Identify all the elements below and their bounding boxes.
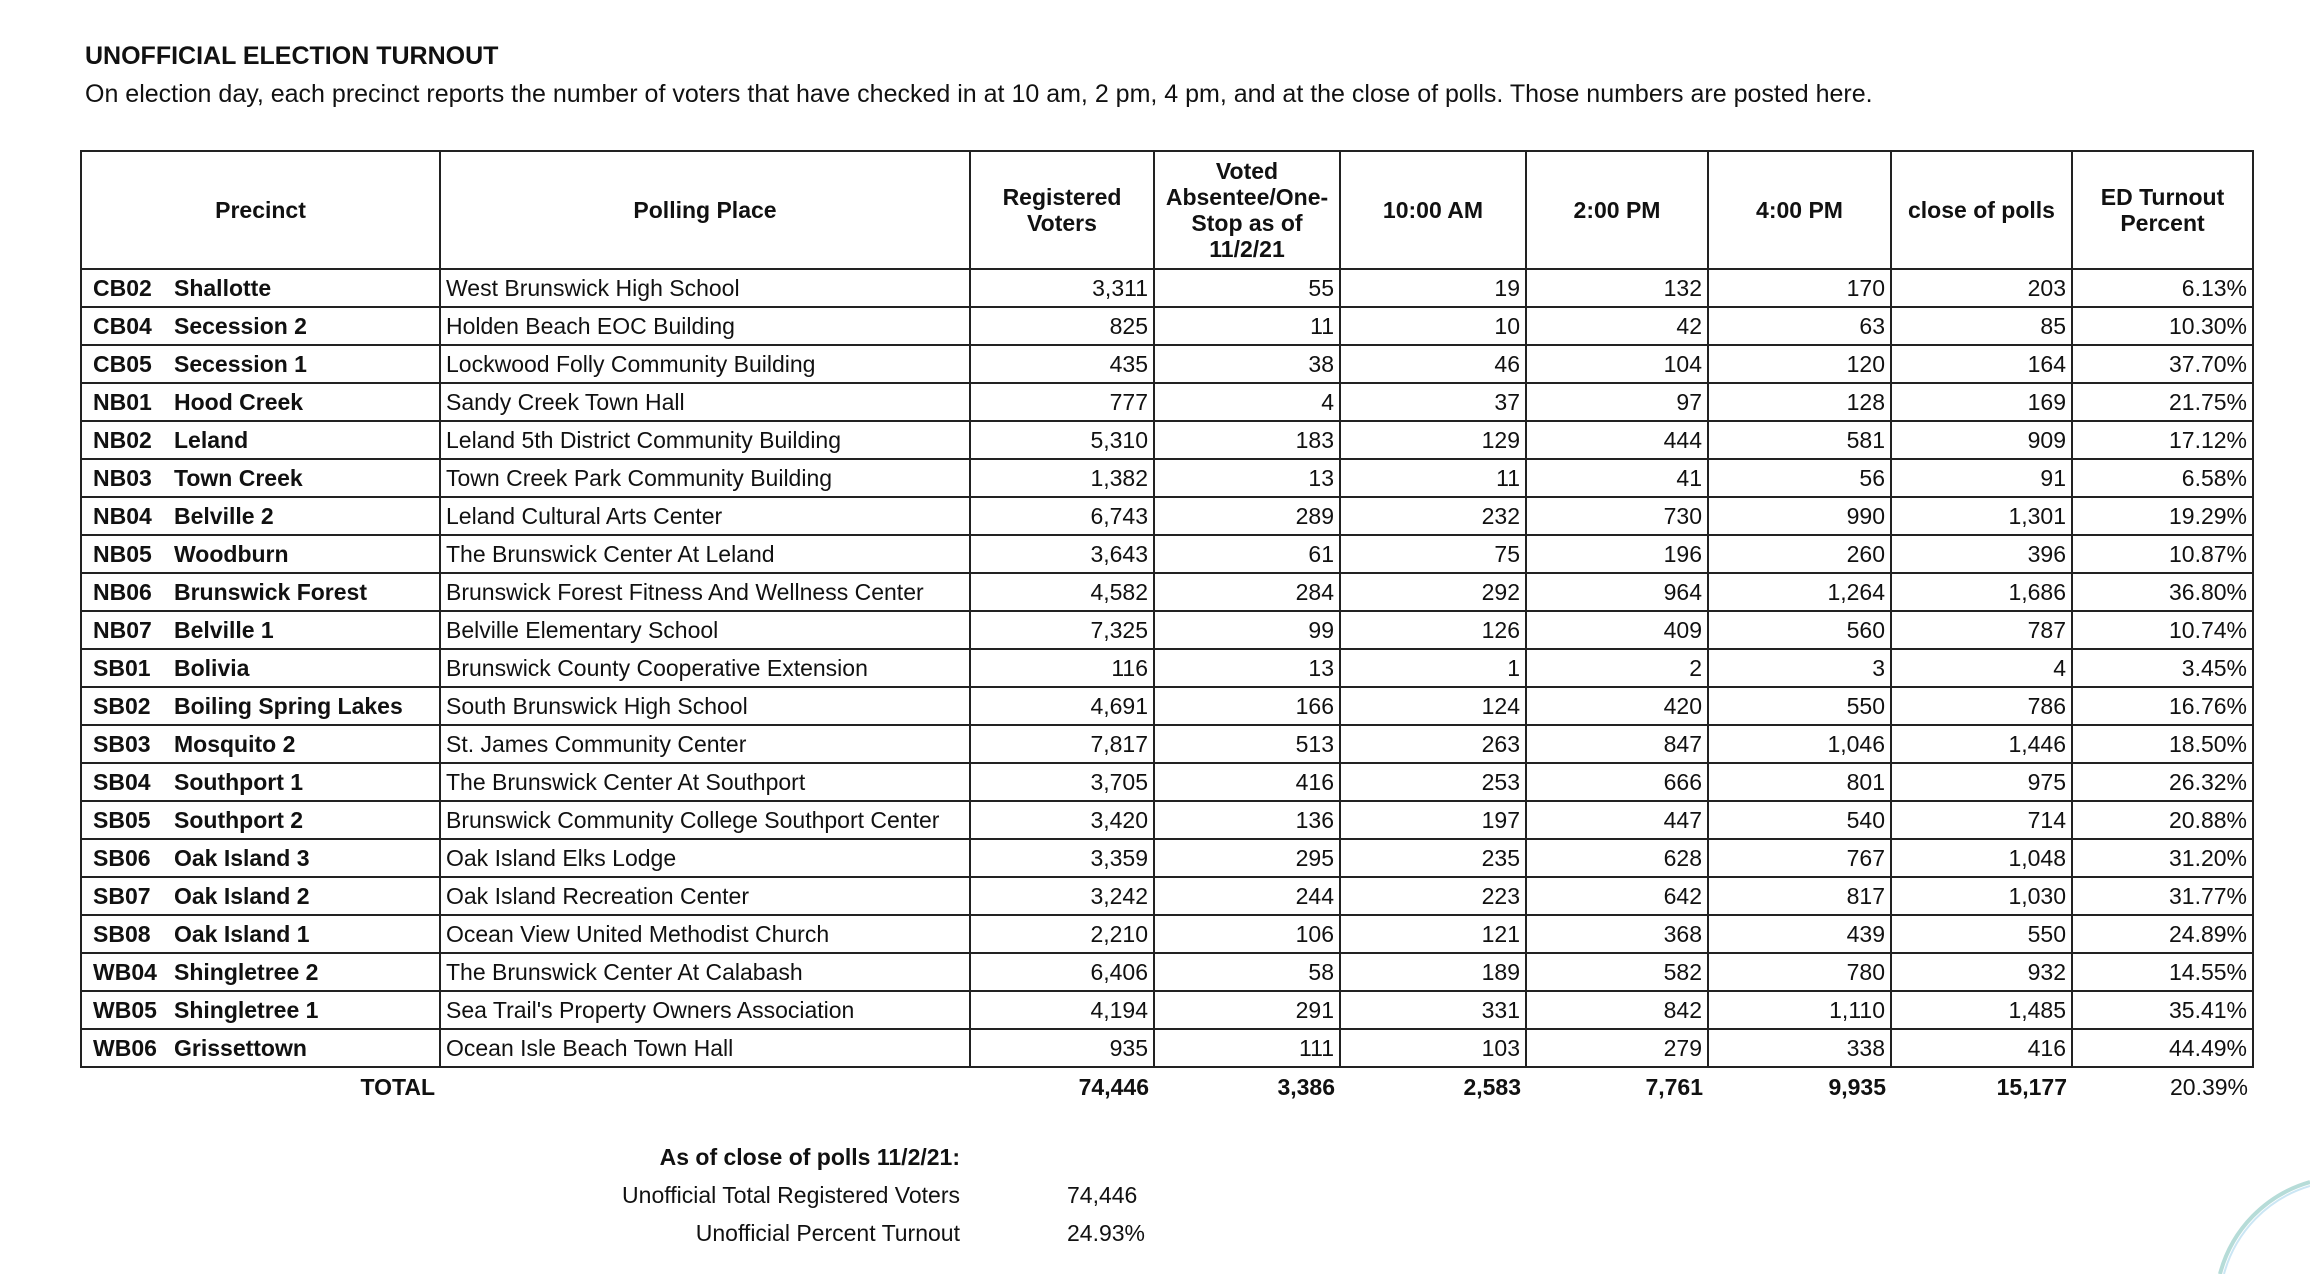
value-cell: 103 <box>1340 1029 1526 1067</box>
table-row <box>81 763 2253 801</box>
value-cell: 132 <box>1526 269 1708 307</box>
value-cell: 730 <box>1526 497 1708 535</box>
precinct-name: Oak Island 3 <box>174 844 310 871</box>
column-header: 10:00 AM <box>1340 151 1526 269</box>
precinct-code: SB06 <box>93 844 151 871</box>
precinct-cell <box>81 1029 440 1067</box>
polling-place-cell: Brunswick Forest Fitness And Wellness Center <box>440 573 970 611</box>
table-row <box>81 535 2253 573</box>
polling-place-cell: Sea Trail's Property Owners Association <box>440 991 970 1029</box>
value-cell: 10.87% <box>2072 535 2253 573</box>
precinct-cell <box>81 991 440 1029</box>
table-row <box>81 383 2253 421</box>
value-cell: 1,382 <box>970 459 1154 497</box>
precinct-cell <box>81 649 440 687</box>
value-cell: 2,210 <box>970 915 1154 953</box>
value-cell: 116 <box>970 649 1154 687</box>
table-row <box>81 725 2253 763</box>
value-cell: 37 <box>1340 383 1526 421</box>
summary-registered-value: 74,446 <box>1067 1182 1138 1208</box>
precinct-cell <box>81 269 440 307</box>
value-cell: 10.30% <box>2072 307 2253 345</box>
value-cell: 550 <box>1891 915 2072 953</box>
summary-turnout-value: 24.93% <box>1067 1220 1146 1246</box>
value-cell: 13 <box>1154 459 1340 497</box>
value-cell: 13 <box>1154 649 1340 687</box>
precinct-code: NB05 <box>93 540 152 567</box>
value-cell: 46 <box>1340 345 1526 383</box>
table-row <box>81 269 2253 307</box>
total-value: 20.39% <box>2169 1074 2248 1100</box>
value-cell: 338 <box>1708 1029 1891 1067</box>
value-cell: 777 <box>970 383 1154 421</box>
value-cell: 786 <box>1891 687 2072 725</box>
value-cell: 19 <box>1340 269 1526 307</box>
summary-turnout-label: Unofficial Percent Turnout <box>695 1220 960 1246</box>
value-cell: 170 <box>1708 269 1891 307</box>
precinct-name: Southport 2 <box>174 806 304 833</box>
value-cell: 801 <box>1708 763 1891 801</box>
table-row <box>81 1029 2253 1067</box>
value-cell: 4 <box>1154 383 1340 421</box>
value-cell: 6.58% <box>2072 459 2253 497</box>
precinct-name: Leland <box>174 426 249 453</box>
precinct-cell <box>81 497 440 535</box>
table-row <box>81 459 2253 497</box>
page-subtitle: On election day, each precinct reports the number of voters that have checked in at 10 am, 2 pm, 4 pm, and at the close of polls. Those numbers are posted here. <box>85 80 1873 108</box>
value-cell: 6,743 <box>970 497 1154 535</box>
table-row <box>81 497 2253 535</box>
decorative-arc-icon <box>2210 1174 2310 1274</box>
value-cell: 964 <box>1526 573 1708 611</box>
value-cell: 37.70% <box>2072 345 2253 383</box>
value-cell: 628 <box>1526 839 1708 877</box>
polling-place-cell: The Brunswick Center At Southport <box>440 763 970 801</box>
precinct-code: SB05 <box>93 806 151 833</box>
value-cell: 75 <box>1340 535 1526 573</box>
precinct-code: WB06 <box>93 1034 157 1061</box>
table-row <box>81 345 2253 383</box>
value-cell: 7,817 <box>970 725 1154 763</box>
precinct-code: SB02 <box>93 692 151 719</box>
value-cell: 295 <box>1154 839 1340 877</box>
value-cell: 223 <box>1340 877 1526 915</box>
value-cell: 11 <box>1340 459 1526 497</box>
value-cell: 2 <box>1526 649 1708 687</box>
table-row <box>81 421 2253 459</box>
value-cell: 3,705 <box>970 763 1154 801</box>
precinct-code: NB07 <box>93 616 152 643</box>
precinct-code: WB04 <box>93 958 157 985</box>
column-header: Polling Place <box>440 151 970 269</box>
value-cell: 642 <box>1526 877 1708 915</box>
value-cell: 1,686 <box>1891 573 2072 611</box>
value-cell: 38 <box>1154 345 1340 383</box>
value-cell: 439 <box>1708 915 1891 953</box>
value-cell: 416 <box>1891 1029 2072 1067</box>
value-cell: 189 <box>1340 953 1526 991</box>
value-cell: 444 <box>1526 421 1708 459</box>
table-row <box>81 801 2253 839</box>
column-header: Precinct <box>81 151 440 269</box>
precinct-code: SB08 <box>93 920 151 947</box>
value-cell: 24.89% <box>2072 915 2253 953</box>
column-header: Voted Absentee/One-Stop as of 11/2/21 <box>1154 151 1340 269</box>
table-row <box>81 839 2253 877</box>
value-cell: 825 <box>970 307 1154 345</box>
total-label: TOTAL <box>360 1074 435 1100</box>
value-cell: 31.77% <box>2072 877 2253 915</box>
value-cell: 166 <box>1154 687 1340 725</box>
value-cell: 44.49% <box>2072 1029 2253 1067</box>
precinct-cell <box>81 877 440 915</box>
value-cell: 111 <box>1154 1029 1340 1067</box>
value-cell: 164 <box>1891 345 2072 383</box>
value-cell: 85 <box>1891 307 2072 345</box>
summary-registered-label: Unofficial Total Registered Voters <box>622 1182 960 1208</box>
precinct-name: Shallotte <box>174 274 272 301</box>
precinct-code: NB02 <box>93 426 152 453</box>
value-cell: 197 <box>1340 801 1526 839</box>
value-cell: 61 <box>1154 535 1340 573</box>
value-cell: 3,311 <box>970 269 1154 307</box>
precinct-cell <box>81 801 440 839</box>
value-cell: 3,242 <box>970 877 1154 915</box>
value-cell: 1,048 <box>1891 839 2072 877</box>
value-cell: 780 <box>1708 953 1891 991</box>
header-row <box>81 151 2253 269</box>
summary-heading: As of close of polls 11/2/21: <box>659 1144 960 1170</box>
polling-place-cell: Holden Beach EOC Building <box>440 307 970 345</box>
polling-place-cell: Town Creek Park Community Building <box>440 459 970 497</box>
polling-place-cell: Leland 5th District Community Building <box>440 421 970 459</box>
value-cell: 582 <box>1526 953 1708 991</box>
value-cell: 17.12% <box>2072 421 2253 459</box>
value-cell: 16.76% <box>2072 687 2253 725</box>
value-cell: 126 <box>1340 611 1526 649</box>
value-cell: 124 <box>1340 687 1526 725</box>
value-cell: 55 <box>1154 269 1340 307</box>
value-cell: 18.50% <box>2072 725 2253 763</box>
precinct-cell <box>81 421 440 459</box>
precinct-name: Grissettown <box>174 1034 307 1061</box>
polling-place-cell: Brunswick Community College Southport Center <box>440 801 970 839</box>
value-cell: 31.20% <box>2072 839 2253 877</box>
value-cell: 36.80% <box>2072 573 2253 611</box>
precinct-cell <box>81 915 440 953</box>
value-cell: 42 <box>1526 307 1708 345</box>
value-cell: 19.29% <box>2072 497 2253 535</box>
page-title: UNOFFICIAL ELECTION TURNOUT <box>85 42 499 70</box>
value-cell: 10.74% <box>2072 611 2253 649</box>
total-value: 74,446 <box>1078 1074 1149 1100</box>
value-cell: 935 <box>970 1029 1154 1067</box>
precinct-name: Boiling Spring Lakes <box>174 692 403 719</box>
polling-place-cell: Brunswick County Cooperative Extension <box>440 649 970 687</box>
value-cell: 128 <box>1708 383 1891 421</box>
value-cell: 416 <box>1154 763 1340 801</box>
value-cell: 409 <box>1526 611 1708 649</box>
precinct-name: Woodburn <box>174 540 289 567</box>
precinct-cell <box>81 535 440 573</box>
precinct-name: Brunswick Forest <box>174 578 367 605</box>
polling-place-cell: South Brunswick High School <box>440 687 970 725</box>
precinct-name: Oak Island 2 <box>174 882 310 909</box>
value-cell: 1,301 <box>1891 497 2072 535</box>
value-cell: 447 <box>1526 801 1708 839</box>
table-row <box>81 307 2253 345</box>
polling-place-cell: West Brunswick High School <box>440 269 970 307</box>
value-cell: 3,643 <box>970 535 1154 573</box>
precinct-name: Shingletree 2 <box>174 958 319 985</box>
value-cell: 396 <box>1891 535 2072 573</box>
precinct-code: CB04 <box>93 312 152 339</box>
value-cell: 21.75% <box>2072 383 2253 421</box>
value-cell: 35.41% <box>2072 991 2253 1029</box>
value-cell: 666 <box>1526 763 1708 801</box>
precinct-cell <box>81 953 440 991</box>
precinct-code: CB02 <box>93 274 152 301</box>
value-cell: 368 <box>1526 915 1708 953</box>
value-cell: 232 <box>1340 497 1526 535</box>
precinct-name: Secession 1 <box>174 350 307 377</box>
value-cell: 817 <box>1708 877 1891 915</box>
precinct-code: NB04 <box>93 502 152 529</box>
value-cell: 292 <box>1340 573 1526 611</box>
precinct-code: SB01 <box>93 654 151 681</box>
table-row <box>81 687 2253 725</box>
value-cell: 63 <box>1708 307 1891 345</box>
table-row <box>81 573 2253 611</box>
precinct-cell <box>81 345 440 383</box>
value-cell: 909 <box>1891 421 2072 459</box>
value-cell: 291 <box>1154 991 1340 1029</box>
polling-place-cell: The Brunswick Center At Leland <box>440 535 970 573</box>
table-row <box>81 611 2253 649</box>
total-value: 7,761 <box>1645 1074 1703 1100</box>
table-row <box>81 877 2253 915</box>
value-cell: 41 <box>1526 459 1708 497</box>
value-cell: 420 <box>1526 687 1708 725</box>
value-cell: 91 <box>1891 459 2072 497</box>
value-cell: 289 <box>1154 497 1340 535</box>
value-cell: 6.13% <box>2072 269 2253 307</box>
value-cell: 284 <box>1154 573 1340 611</box>
precinct-cell <box>81 383 440 421</box>
column-header: 2:00 PM <box>1526 151 1708 269</box>
value-cell: 104 <box>1526 345 1708 383</box>
precinct-code: SB03 <box>93 730 151 757</box>
polling-place-cell: Leland Cultural Arts Center <box>440 497 970 535</box>
value-cell: 26.32% <box>2072 763 2253 801</box>
precinct-code: NB01 <box>93 388 152 415</box>
value-cell: 203 <box>1891 269 2072 307</box>
value-cell: 7,325 <box>970 611 1154 649</box>
precinct-code: SB04 <box>93 768 151 795</box>
table-row <box>81 915 2253 953</box>
value-cell: 5,310 <box>970 421 1154 459</box>
column-header: close of polls <box>1891 151 2072 269</box>
value-cell: 121 <box>1340 915 1526 953</box>
value-cell: 932 <box>1891 953 2072 991</box>
precinct-cell <box>81 839 440 877</box>
precinct-cell <box>81 725 440 763</box>
value-cell: 3,420 <box>970 801 1154 839</box>
value-cell: 120 <box>1708 345 1891 383</box>
value-cell: 3,359 <box>970 839 1154 877</box>
value-cell: 847 <box>1526 725 1708 763</box>
value-cell: 560 <box>1708 611 1891 649</box>
total-value: 15,177 <box>1996 1074 2067 1100</box>
value-cell: 331 <box>1340 991 1526 1029</box>
value-cell: 196 <box>1526 535 1708 573</box>
value-cell: 1,485 <box>1891 991 2072 1029</box>
precinct-name: Town Creek <box>174 464 303 491</box>
polling-place-cell: Ocean View United Methodist Church <box>440 915 970 953</box>
value-cell: 975 <box>1891 763 2072 801</box>
precinct-code: NB03 <box>93 464 152 491</box>
total-value: 9,935 <box>1828 1074 1886 1100</box>
value-cell: 581 <box>1708 421 1891 459</box>
polling-place-cell: Lockwood Folly Community Building <box>440 345 970 383</box>
value-cell: 6,406 <box>970 953 1154 991</box>
value-cell: 97 <box>1526 383 1708 421</box>
value-cell: 11 <box>1154 307 1340 345</box>
column-header: 4:00 PM <box>1708 151 1891 269</box>
value-cell: 4,194 <box>970 991 1154 1029</box>
precinct-cell <box>81 307 440 345</box>
value-cell: 1 <box>1340 649 1526 687</box>
value-cell: 435 <box>970 345 1154 383</box>
value-cell: 14.55% <box>2072 953 2253 991</box>
precinct-name: Mosquito 2 <box>174 730 296 757</box>
value-cell: 253 <box>1340 763 1526 801</box>
value-cell: 4 <box>1891 649 2072 687</box>
polling-place-cell: Oak Island Elks Lodge <box>440 839 970 877</box>
value-cell: 540 <box>1708 801 1891 839</box>
value-cell: 129 <box>1340 421 1526 459</box>
value-cell: 235 <box>1340 839 1526 877</box>
value-cell: 842 <box>1526 991 1708 1029</box>
precinct-name: Belville 2 <box>174 502 274 529</box>
value-cell: 714 <box>1891 801 2072 839</box>
value-cell: 1,446 <box>1891 725 2072 763</box>
precinct-name: Bolivia <box>174 654 250 681</box>
table-row <box>81 991 2253 1029</box>
polling-place-cell: St. James Community Center <box>440 725 970 763</box>
precinct-code: CB05 <box>93 350 152 377</box>
value-cell: 183 <box>1154 421 1340 459</box>
value-cell: 20.88% <box>2072 801 2253 839</box>
value-cell: 1,046 <box>1708 725 1891 763</box>
total-row <box>81 1067 2253 1107</box>
value-cell: 990 <box>1708 497 1891 535</box>
precinct-code: NB06 <box>93 578 152 605</box>
value-cell: 263 <box>1340 725 1526 763</box>
total-value: 3,386 <box>1277 1074 1335 1100</box>
precinct-cell <box>81 459 440 497</box>
value-cell: 4,691 <box>970 687 1154 725</box>
precinct-name: Hood Creek <box>174 388 304 415</box>
value-cell: 513 <box>1154 725 1340 763</box>
precinct-cell <box>81 687 440 725</box>
table-row <box>81 649 2253 687</box>
value-cell: 787 <box>1891 611 2072 649</box>
precinct-name: Shingletree 1 <box>174 996 319 1023</box>
value-cell: 3 <box>1708 649 1891 687</box>
value-cell: 136 <box>1154 801 1340 839</box>
value-cell: 767 <box>1708 839 1891 877</box>
precinct-cell <box>81 611 440 649</box>
value-cell: 58 <box>1154 953 1340 991</box>
value-cell: 1,110 <box>1708 991 1891 1029</box>
table-row <box>81 953 2253 991</box>
precinct-name: Secession 2 <box>174 312 307 339</box>
value-cell: 106 <box>1154 915 1340 953</box>
polling-place-cell: Ocean Isle Beach Town Hall <box>440 1029 970 1067</box>
precinct-cell <box>81 763 440 801</box>
precinct-code: SB07 <box>93 882 151 909</box>
value-cell: 3.45% <box>2072 649 2253 687</box>
precinct-cell <box>81 573 440 611</box>
value-cell: 279 <box>1526 1029 1708 1067</box>
value-cell: 4,582 <box>970 573 1154 611</box>
column-header: Registered Voters <box>970 151 1154 269</box>
total-value: 2,583 <box>1463 1074 1521 1100</box>
value-cell: 244 <box>1154 877 1340 915</box>
polling-place-cell: The Brunswick Center At Calabash <box>440 953 970 991</box>
value-cell: 56 <box>1708 459 1891 497</box>
precinct-name: Belville 1 <box>174 616 274 643</box>
precinct-name: Oak Island 1 <box>174 920 310 947</box>
value-cell: 260 <box>1708 535 1891 573</box>
column-header: ED Turnout Percent <box>2072 151 2253 269</box>
polling-place-cell: Belville Elementary School <box>440 611 970 649</box>
turnout-table <box>80 150 2254 1107</box>
value-cell: 550 <box>1708 687 1891 725</box>
value-cell: 169 <box>1891 383 2072 421</box>
value-cell: 99 <box>1154 611 1340 649</box>
empty-cell <box>440 1067 970 1107</box>
polling-place-cell: Sandy Creek Town Hall <box>440 383 970 421</box>
value-cell: 10 <box>1340 307 1526 345</box>
value-cell: 1,264 <box>1708 573 1891 611</box>
precinct-code: WB05 <box>93 996 157 1023</box>
value-cell: 1,030 <box>1891 877 2072 915</box>
precinct-name: Southport 1 <box>174 768 304 795</box>
polling-place-cell: Oak Island Recreation Center <box>440 877 970 915</box>
